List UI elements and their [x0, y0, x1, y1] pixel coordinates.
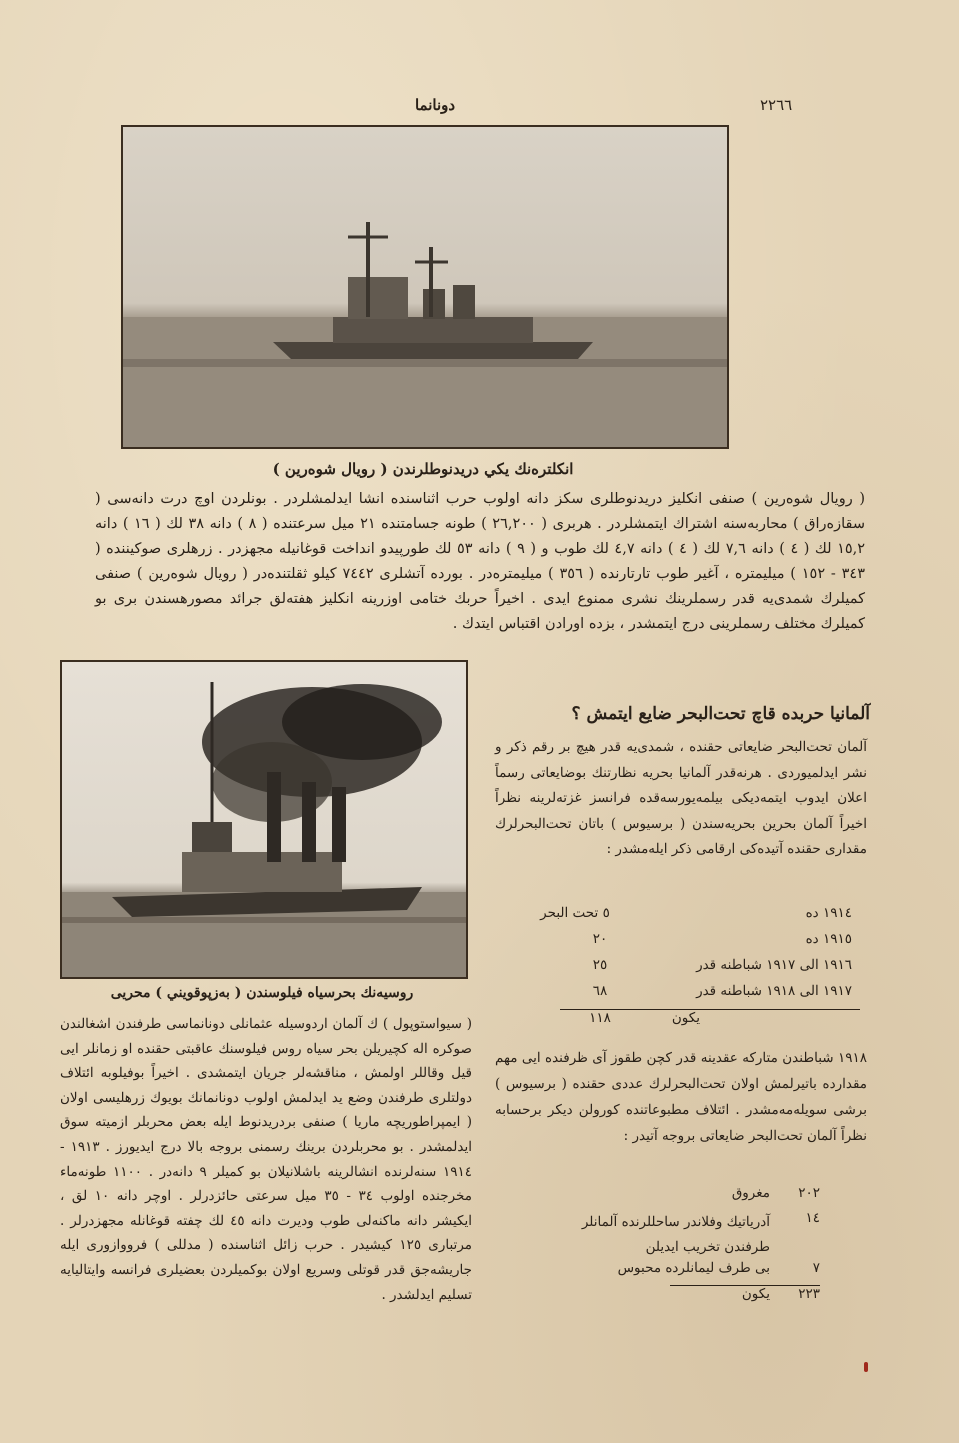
stat-value: ١١٨: [589, 1010, 611, 1026]
loss-label: آدرياتيك وفلاندر ساحللرنده آلمانلر طرفندن تخريب ايديلن: [581, 1214, 770, 1255]
page-number: ٢٢٦٦: [760, 96, 793, 114]
loss-count: ٧: [812, 1260, 820, 1276]
list-item-total: [560, 1286, 820, 1311]
list-item: [560, 1185, 820, 1210]
ink-speck: [864, 1362, 868, 1372]
loss-count: ٢٢٣: [798, 1286, 820, 1302]
destroyer-description: ( سيواستوپول ) ك آلمان اردوسيله عثمانلى دونانماسى طرفندن اشغالندن صوكره اله كچيريلن بحر سياه روس فيلوسنك عاقبتى حقنده او زمانلر ايى قيل وقاللر اولمش ، مناقشه‌لر جريان ايتمشدى . اخيراً بوفيلوبه ائتلاف دولتلرى طرفندن وضع يد ايدلمش اولوب دونانمانك بويوك زرهليسى اولان ( ايمپراطوريچه ماريا ) صنفى بردريدنوط ايله بعض محربلر ازميته سوق ايدلمشدر . بو محربلردن برينك رسمنى بروجه بالا درج ايديورز . ١٩١٣ - ١٩١٤ سنه‌لرنده انشالرينه باشلانيلان بو كميلر ٩ دانه‌در . ١١٠٠ طونه‌ماء مخرجنده اولوب ٣٤ - ٣٥ ميل سرعتى حائزدرلر . اوچر دانه ١٠ لق ، ايكيشر دانه ماكنه‌لى طوب وديرت دانه ٤٥ لك چفته قوغانله مجهزدرلر . مرتبارى ١٢٥ كيشيدر . حرب زائل اثناسنده ( مدللى ) فرووازورى ايله جاريشه‌جق قدر قوتلى وسريع اولان بوكميلردن بعضيلرى فرانسه وايتاليايه تسليم ايدلشدر .: [60, 1016, 472, 1303]
battleship-photo: [121, 125, 729, 449]
battleship-description: ( رويال شوه‌رين ) صنفى انكليز دريدنوطلرى سكز دانه اولوب حرب اثناسنده انشا ايدلمشلردر . بونلردن اوچ درت دانه‌سى ( سقازه‌راق ) محاربه‌سنه اشتراك ايتمشلردر . هربرى ( ٢٦,٢٠٠ ) طونه جسامتنده ٢١ ميل سرعتنده ( ٨ ) دانه ٣٨ لك ( ١٦ ) دانه ١٥,٢ لك ( ٤ ) دانه ٧,٦ لك ( ٤ ) دانه ٤,٧ لك طوب و ( ٩ ) دانه ٥٣ لك طورپيدو انداخت قوغانيله مجهزدر . زرهلرى صوكيننده ( ٣٤٣ - ١٥٢ ) ميليمتره ، آغير طوب تارتارنده ( ٣٥٦ ) ميليمتره‌در . بورده آتشلرى ٧٤٤٢ كيلو ثقلتنده‌در ( رويال شوه‌رين ) صنفى كميلرك شمدى‌يه قدر رسملرينك نشرى ممنوع ايدى . اخيراً حربك ختامى اوزرينه انكليز هفته‌لق جرائد مصورهسندن برى بو كميلرك مختلف رسملرينى درج ايتمشدر ، بزده اورادن اقتباس ايتدك .: [95, 491, 866, 632]
battleship-caption: انكلتره‌نك يكي دريدنوطلرندن ( رويال شوه‌رين ): [272, 460, 574, 478]
stat-period: يكون: [671, 1010, 700, 1026]
battleship-illustration: [123, 127, 727, 447]
stat-value: ٥ تحت البحر: [540, 905, 610, 921]
stat-value: ٢٥: [592, 957, 608, 973]
loss-count: ١٤: [805, 1210, 820, 1226]
table-row-total: [560, 1009, 860, 1036]
stat-period: ١٩١٦ الى ١٩١٧ شباطنه قدر: [696, 957, 852, 973]
stat-period: ١٩١٥ ده: [805, 931, 852, 947]
table-row: [500, 931, 860, 957]
stat-value: ٢٠: [592, 931, 608, 947]
destroyer-illustration: [62, 662, 466, 977]
stat-period: ١٩١٧ الى ١٩١٨ شباطنه قدر: [696, 983, 852, 999]
table-row: [500, 957, 860, 983]
destroyer-caption: روسيه‌نك بحرسياه فيلوسندن ( بەزپوقويني ) محريى: [110, 985, 414, 1001]
stat-period: ١٩١٤ ده: [805, 905, 852, 921]
article-heading: آلمانيا حربده قاچ تحت‌البحر ضايع ايتمش ؟: [571, 704, 870, 724]
stat-value: ٦٨: [592, 983, 608, 999]
loss-label: بى طرف ليمانلرده محبوس: [617, 1260, 770, 1276]
article-intro: آلمان تحت‌البحر ضايعاتى حقنده ، شمدى‌يه قدر هيچ بر رقم ذكر و نشر ايدلميوردى . هرنه‌قدر آلمانيا بحريه نظارتنك بوضايعاتى رسماً اعلان ايدوب ايتمه‌ديكى بيلمه‌يورسه‌قده فرانسز غزته‌لرينه نظراً اخيراً آلمان بحرين بحريه‌سندن ( برسيوس ) باتان تحت‌البحرلرك مقدارى حقنده آتيده‌كى ارقامى ذكر ايله‌مشدر :: [495, 739, 867, 857]
submarine-loss-table: [500, 905, 860, 1036]
loss-count: ٢٠٢: [798, 1185, 820, 1201]
loss-label: يكون: [741, 1286, 770, 1302]
loss-label: مغروق: [731, 1185, 770, 1201]
destroyer-photo: [60, 660, 468, 979]
list-item: [560, 1210, 820, 1260]
table-row: [500, 983, 860, 1009]
loss-breakdown: [560, 1185, 820, 1311]
table-row: [500, 905, 860, 931]
journal-title: دونانما: [414, 96, 456, 114]
article-continuation: ١٩١٨ شباطندن متاركه عقدينه قدر كچن طقوز آى ظرفنده ايى مهم مقدارده باتيرلمش اولان تحت‌البحرلرك عددى حقنده ( برسيوس ) برشى سويله‌مه‌مشدر . ائتلاف مطبوعاتنده كورولن ديكر برحسابه نظراً آلمان تحت‌البحر ضايعاتى بروجه آتيدر :: [495, 1050, 867, 1144]
list-item: [560, 1260, 820, 1285]
